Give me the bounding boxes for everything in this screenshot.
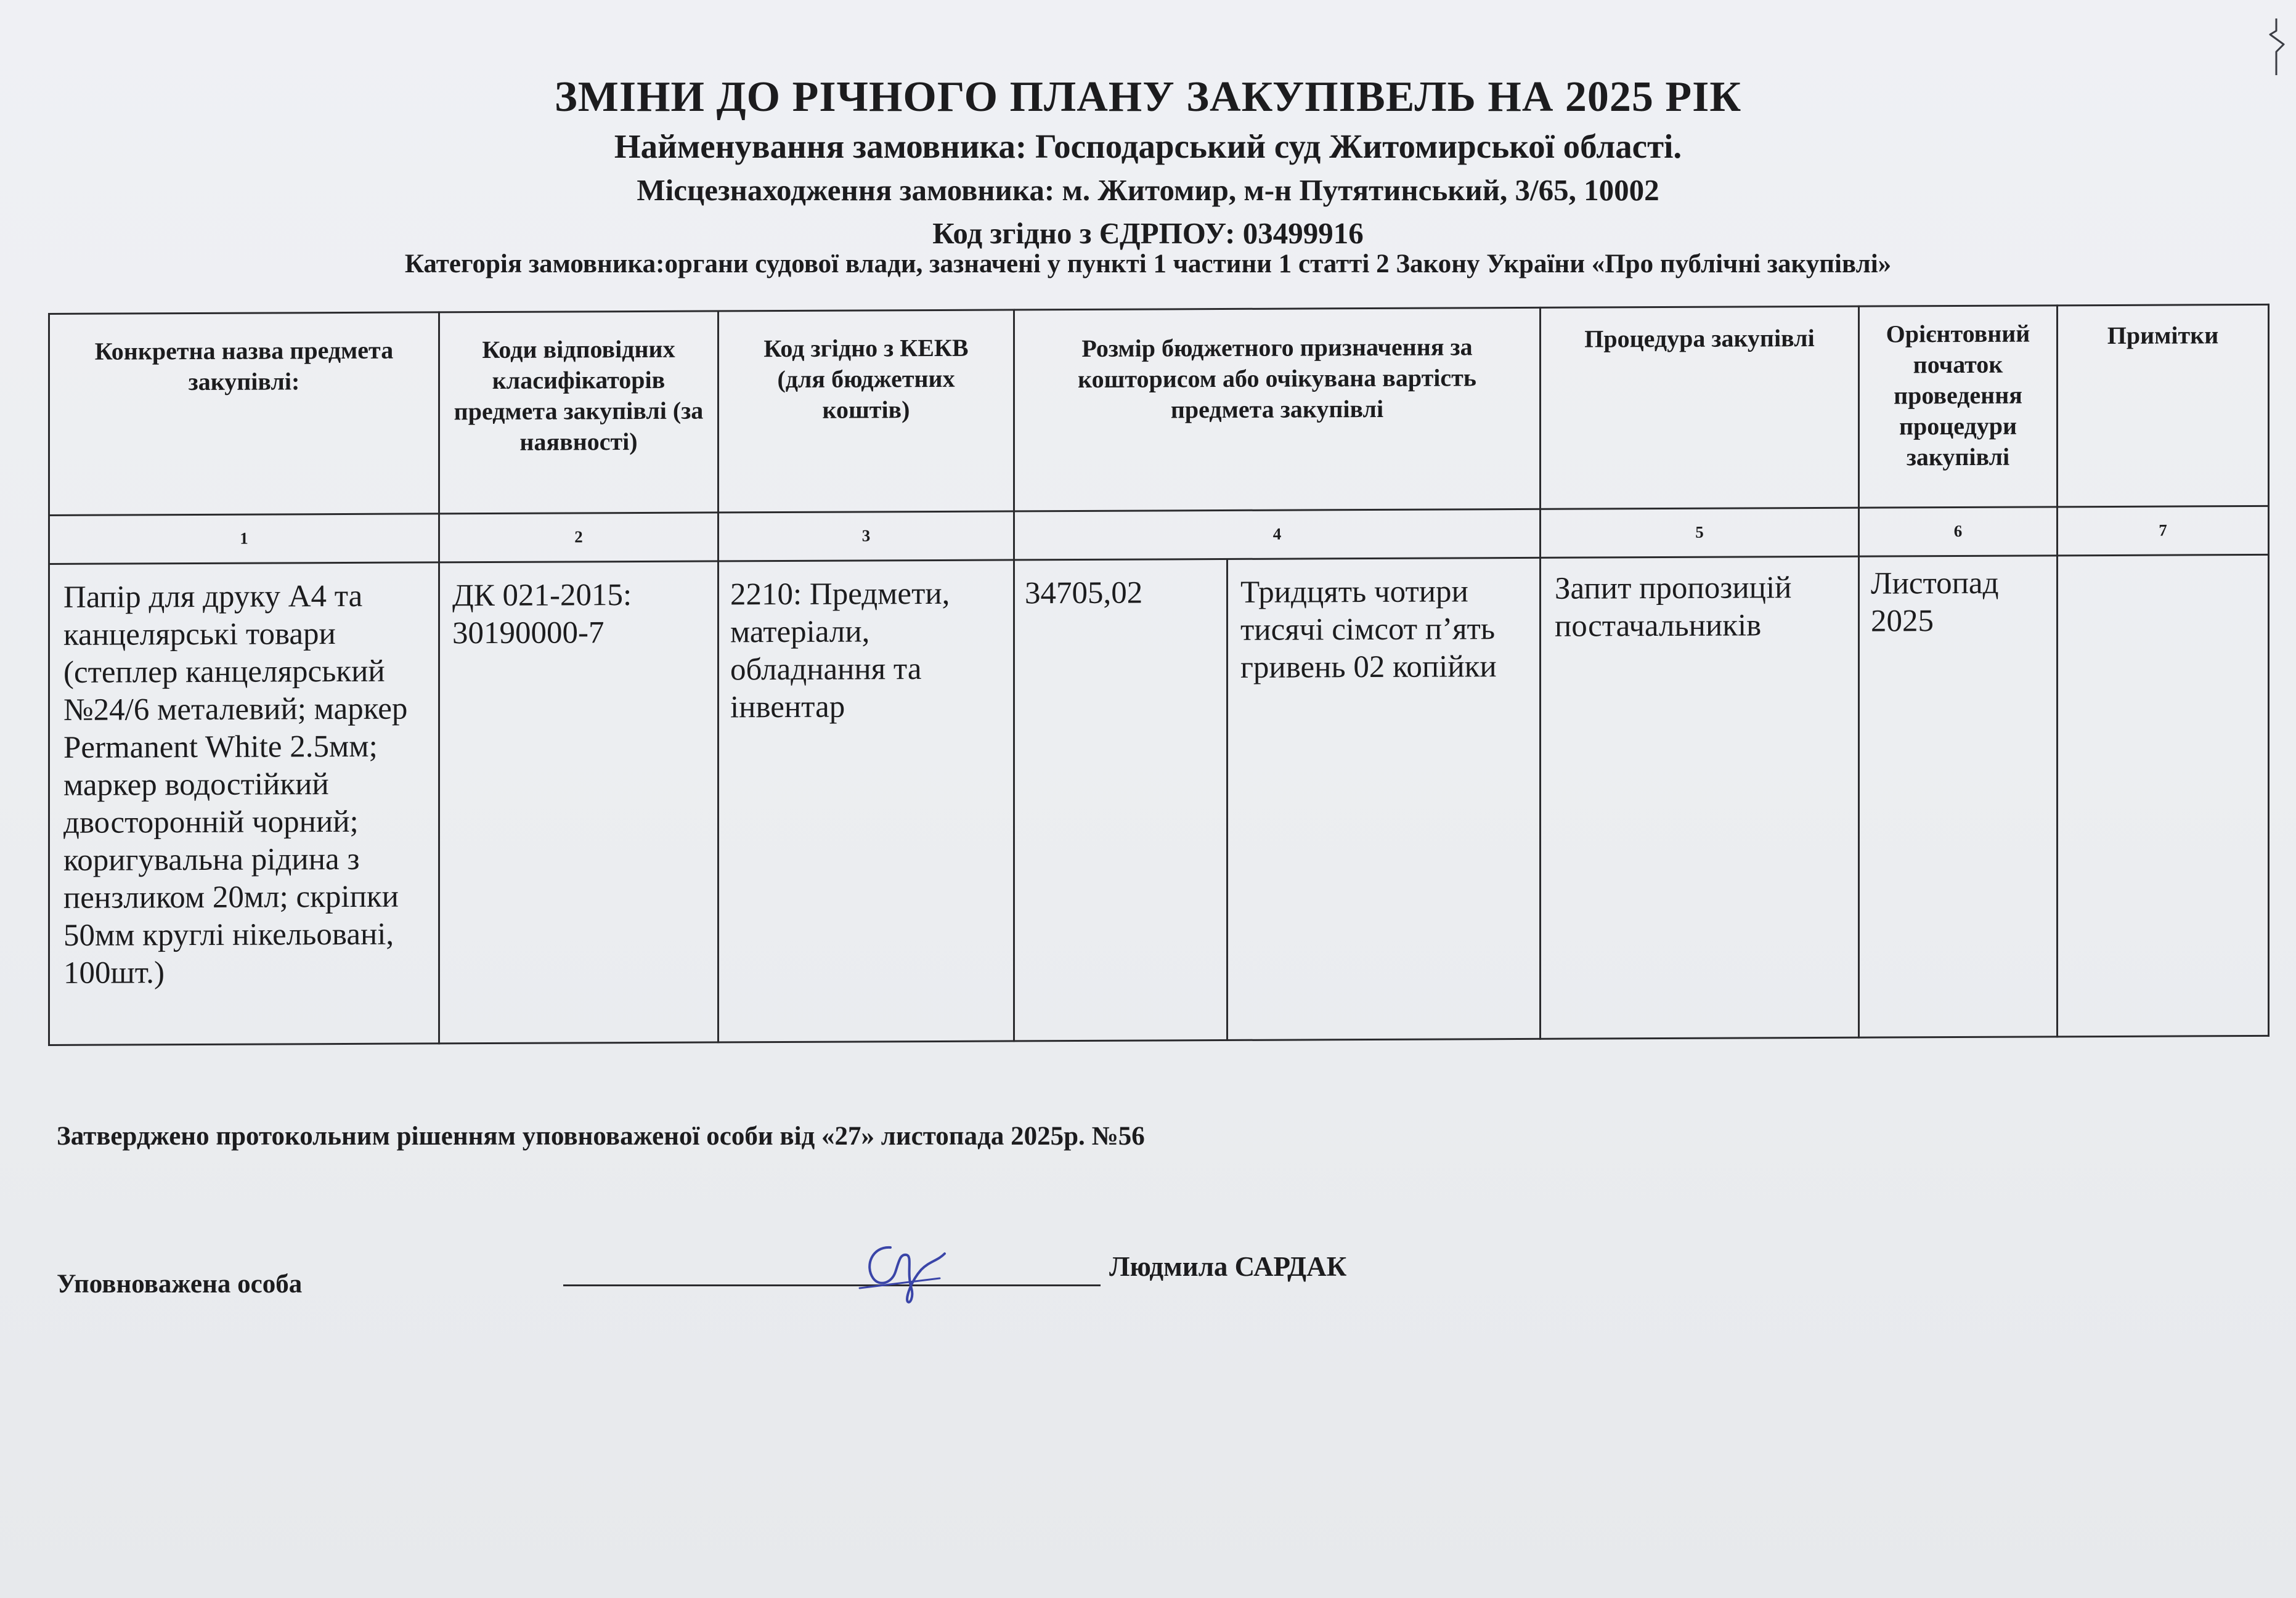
customer-location: Місцезнаходження замовника: м. Житомир, м-н Путятинський, 3/65, 10002 — [637, 173, 1659, 207]
header-procedure: Процедура закупівлі — [1584, 323, 1815, 353]
signature-line — [563, 1284, 1101, 1286]
handwritten-signature — [847, 1229, 952, 1309]
header-kekv-code: Код згідно з КЕКВ (для бюджетних коштів) — [763, 333, 969, 424]
staple-mark — [2252, 14, 2289, 81]
column-number-2: 2 — [574, 527, 583, 546]
column-divider-4 — [1539, 307, 1541, 1040]
header-notes: Примітки — [2107, 321, 2219, 350]
column-number-1: 1 — [240, 529, 248, 548]
table-border-right — [2268, 304, 2270, 1037]
customer-category: Категорія замовника:органи судової влади, зазначені у пункті 1 частини 1 статті 2 Закону України «Про публічні закупівлі» — [404, 249, 1892, 278]
column-number-6: 6 — [1953, 521, 1963, 541]
edrpou-code: Код згідно з ЄДРПОУ: 03499916 — [932, 216, 1364, 250]
row-start: Листопад 2025 — [1871, 566, 1999, 639]
approval-note: Затверджено протокольним рішенням уповноваженої особи від «27» листопада 2025р. №56 — [57, 1122, 1145, 1151]
table-divider-header — [48, 505, 2270, 516]
column-divider-6 — [2056, 304, 2058, 1037]
row-amount-digits: 34705,02 — [1025, 575, 1143, 611]
procurement-table — [48, 304, 2270, 1046]
customer-name: Найменування замовника: Господарський суд Житомирської області. — [614, 128, 1682, 165]
column-number-3: 3 — [861, 526, 871, 545]
authorized-person-label: Уповноважена особа — [57, 1270, 303, 1299]
header-subject: Конкретна назва предмета закупівлі: — [94, 336, 394, 396]
column-number-7: 7 — [2159, 521, 2167, 540]
header-start: Орієнтовний початок проведення процедури закупівлі — [1886, 319, 2030, 471]
column-number-4: 4 — [1272, 524, 1282, 543]
table-border-top — [48, 304, 2270, 315]
header-classifier-codes: Коди відповідних класифікаторів предмета закупівлі (за наявності) — [454, 335, 704, 456]
row-subject: Папір для друку А4 та канцелярські товари (степлер канцелярський №24/6 металевий; маркер Permanent White 2.5мм; маркер водостійкий двосторонній чорний; коригувальна рідина з пензликом 20мл; скріпки 50мм круглі нікельовані, 100шт.) — [63, 578, 408, 991]
signer-name: Людмила САРДАК — [1109, 1251, 1347, 1282]
header-budget: Розмір бюджетного призначення за кошторисом або очікувана вартість предмета закупівлі — [1078, 333, 1476, 424]
row-kekv-code: 2210: Предмети, матеріали, обладнання та інвентар — [730, 576, 950, 725]
table-border-bottom — [48, 1035, 2270, 1046]
column-number-5: 5 — [1695, 522, 1704, 541]
row-procedure: Запит пропозицій постачальників — [1555, 570, 1792, 644]
table-divider-numbers — [48, 554, 2270, 565]
document-title: ЗМІНИ ДО РІЧНОГО ПЛАНУ ЗАКУПІВЕЛЬ НА 2025 РІК — [554, 73, 1742, 121]
row-classifier-codes: ДК 021-2015: 30190000-7 — [452, 578, 632, 651]
row-amount-words: Тридцять чотири тисячі сімсот п’ять гривень 02 копійки — [1240, 574, 1497, 685]
